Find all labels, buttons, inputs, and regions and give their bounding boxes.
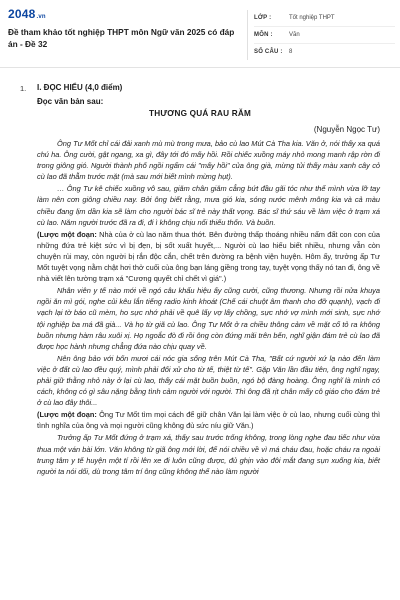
section-subheading: Đọc văn bản sau: — [37, 97, 104, 106]
paragraph — [37, 432, 380, 476]
section-heading: I. ĐỌC HIỂU (4,0 điểm) — [37, 83, 123, 92]
paragraph-text: Ông Tư Mốt chỉ cái đải xanh mù mù trong mưa, bảo cù lao Mút Cà Tha kia. Văn ở, nói thấy xa quá chú ha. Ông cười, gật ngang, xa gì, đây tới đó mấy hồi. Rồi chiếc xuồng máy nhỏ mong manh rập rờn đi trong giông gió. Người thành phố ngồi ngẩm cái "mấy hồi" của ông già, mừng tủi thấy màu xanh cây cỏ cù lao đã thẫm trước mặt (mà sau mới biết mình mừng hụt). — [37, 139, 380, 182]
story-text — [37, 138, 380, 478]
site-logo[interactable] — [8, 7, 46, 21]
paragraph — [37, 353, 380, 408]
paragraph — [37, 183, 380, 227]
meta-key: MÔN : — [254, 32, 273, 38]
summary-label: (Lược một đoạn: — [37, 229, 97, 239]
story-author: (Nguyễn Ngọc Tư) — [313, 125, 380, 134]
story-title: THƯƠNG QUÁ RAU RĂM — [149, 109, 251, 118]
summary-paragraph — [37, 229, 380, 284]
question-number: 1. — [20, 84, 27, 93]
paragraph-text: Trưởng ấp Tư Mốt đứng ở trạm xá, thấy sau trước trống không, trong lòng nghe đau tiếc như vừa thua một ván bài lớn. Văn không từ giã ông mới lời, để nói chiều về vì má cháu đau, hoặc cháu ra ngoài trung tâm y tế huyện một tí rồi lên xe đi luôn cũng được, đủ ghịn vào đôi mắt đang sụn xuống kia, biết người ta nói dối, dù trong tâm trí ông cũng không thể nào làm người — [37, 433, 380, 476]
meta-key: SỐ CÂU : — [254, 49, 283, 55]
meta-row-subject — [254, 27, 395, 44]
paragraph-text: Ông Tư Mốt tìm mọi cách để giữ chân Văn lại làm việc ở cù lao, nhưng cuối cùng thì tình nghĩa của ông và mọi người cũng không đủ sức níu giữ Văn.) — [37, 410, 380, 431]
paragraph-text: Nhân viên y tế nào mới về ngó câu khẩu hiệu ấy cũng cười, cũng thương. Nhưng rồi nửa khuya ngồi ăn mì gói, nghe củi kêu lắn tiếng radio kinh khoát (Chế cái chuột âm thanh cho đỡ quạnh), vạch đi vạch lại tờ báo cũ mèm, ho sực nhớ phải về quê lấy vợ lấy chồng, sực nhớ vợ mình mới sinh, sực nhớ tội nghiệp ba má đã già... Và họ từ giã cù lao. Ông Tư Mốt ở ra chiều thông cảm về mặt cổ tỏ ra không buồn nhưng hàm râu xuôi xị. Họ ngoắc đò đi rồi ông còn đứng mãi trên bến, nghĩ giận đám trẻ cù lao đã được học hành nhưng chẳng đứa nào chịu quay về. — [37, 286, 380, 351]
meta-value: Văn — [289, 32, 300, 38]
meta-row-count — [254, 44, 395, 60]
meta-value: 8 — [289, 49, 293, 55]
meta-key: LỚP : — [254, 15, 272, 21]
exam-meta — [247, 10, 395, 60]
meta-value: Tốt nghiệp THPT — [289, 15, 335, 21]
logo-tld: .vn — [36, 14, 46, 20]
paragraph-text: … Ông Tư kê chiếc xuồng vô sau, giăm chân giăm cẳng bứt đầu gãi tóc như thể mình vừa lỡ tay làm nên cơn giông chiều nay. Bởi ông biết rằng, mưa gió kia, sóng nước mênh mông kia và cả màu chiều đang lịm dần kia sẽ làm cho người bác sĩ trẻ này thất vọng. Bác sĩ thứ sáu về làm việc ở trạm xá cù lao. Năm người trước đã ra đi, đi ì không chịu nổi thiếu thốn. Và buồn. — [37, 184, 380, 227]
summary-label: (Lược một đoạn: — [37, 410, 97, 420]
paragraph-text: Nên ông bảo với bốn mươi cái nóc gia sống trên Mút Cà Tha, "Bất cứ người xứ lạ nào đến làm việc ở đất cù lao đều quý, mình phải đối xử cho từ tế, thiệt từ tế". Gặp Văn lần đầu tiên, ông nghĩ ngay, phải giữ thằng nhỏ này ở lại cù lao, thấy cái mặt buồn buồn, ngó bộ đàng hoàng. Ông nghĩ là mình có cách, không có gì sâu nặng bằng tình cảm người với người. Thì ông đã rịt chân mấy cô giáo cho đám trẻ ở cù lao đây thôi... — [37, 353, 380, 408]
summary-paragraph — [37, 409, 380, 431]
page-header — [0, 0, 400, 68]
meta-row-class — [254, 10, 395, 27]
paragraph — [37, 138, 380, 182]
paragraph — [37, 285, 380, 352]
logo-text: 2048 — [8, 7, 36, 21]
page-title: Đề tham khảo tốt nghiệp THPT môn Ngữ văn 2025 có đáp án - Đề 32 — [8, 27, 235, 49]
paragraph-text: Nhà của ở cù lao năm thua thớt. Bên đường thấp thoáng nhiều nấm đất con con của những đứa trẻ kiệt sức vì bị đẹn, bị sốt xuất huyết,... Người cù lao hiếu biết nhiều, nhưng vẫn còn chuyện rủi may, còn người bị rắn độc cắn, chết trên đường ra bệnh viện huyện. Hôm ấy, trưởng ấp Tư Mốt tuyệt vọng nằm chật hơi thở cuối của ông bạn láng giềng trong tay, tuyệt vọng thấy nó tan đi, ông về nhà viết lên tường trạm xá "Cương quyết chỉ chết vì giá".) — [37, 229, 380, 284]
